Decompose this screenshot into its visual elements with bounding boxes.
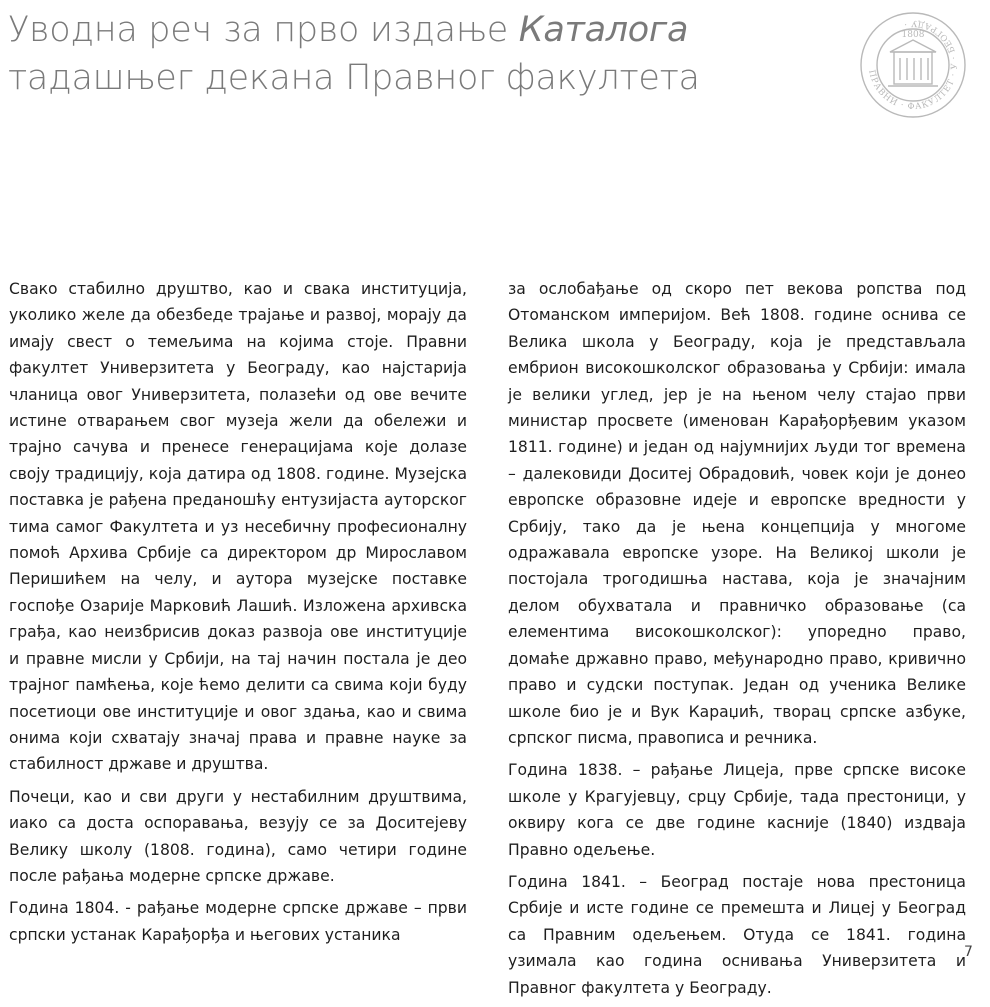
seal-ring-text: ПРАВНИ · ФАКУЛТЕТ · У · БЕОГРАДУ · (866, 17, 961, 113)
title-line-2: тадашњег декана Правног факултета (8, 58, 700, 98)
page-number: 7 (964, 944, 973, 960)
title-line-1 (8, 10, 688, 50)
paragraph: за ослобађање од скоро пет векова ропства под Отоманском империјом. Већ 1808. године оснива се Велика школа у Београду, која је представљала ембрион високошколског образовања у Србији: имала је велики углед, јер је на њеном челу стајао први министар просвете (именован Карађорђевим указом 1811. године) и један од најумнијих људи тог времена – далековиди Доситеј Обрадовић, човек који је донео европске образовне идеје и европске вредности у Србију, тако да је њена концепција у многоме одражавала европске узоре. На Великој школи је постојала трогодишња настава, која је значајним делом обухватала и правничко образовање (са елементима високошколског): упоредно право, домаће државно право, међународно право, кривично право и судски поступак. Један од ученика Велике школе био је и Вук Караџић, творац српске азбуке, српског писма, правописа и речника. (508, 280, 966, 747)
title-text-1: Уводна реч за прво издање (8, 10, 519, 50)
title-italic-word: Каталога (518, 10, 689, 50)
paragraph: Година 1838. – рађање Лицеја, прве српске високе школе у Крагујевцу, срцу Србије, тада престоници, у оквиру кога се две године касније (1840) издваја Правно одељење. (508, 761, 966, 859)
right-column (508, 276, 966, 1007)
page-title (8, 6, 828, 102)
seal-year: 1808 (901, 30, 925, 40)
faculty-seal-icon (858, 10, 968, 120)
paragraph: Година 1841. – Београд постаје нова престоница Србије и исте године се премешта и Лицеј у Београд са Правним одељењем. Отуда се 1841. година узимала као година оснивања Универзитета и Правног факултета у Београду. (508, 872, 966, 997)
paragraph: Свако стабилно друштво, као и свака институција, уколико желе да обезбеде трајање и развој, морају да имају свест о темељима на којима стоје. Правни факултет Универзитета у Београду, као најстарија чланица овог Универзитета, полазећи од ове вечите истине отварањем свог музеја жели да обележи и трајно сачува и пренесе генерацијама које долазе своју традицију, која датира од 1808. године. Музејска поставка је рађена преданошћу ентузијаста ауторског тима самог Факултета и уз несебичну професионалну помоћ Архива Србије са директором др Мирославом Перишићем на челу, и аутора музејске поставке госпође Озарије Марковић Лашић. Изложена архивска грађа, као неизбрисив доказ развоја ове институције и правне мисли у Србији, на тај начин постала је део трајног памћења, које ћемо делити са свима који буду посетиоци ове институције и овог здања, као и свима онима који схватају значај права и правне науке за стабилност државе и друштва. (9, 280, 467, 774)
left-column (9, 276, 467, 954)
paragraph: Година 1804. - рађање модерне српске државе – први српски устанак Карађорђа и његових устаника (9, 899, 467, 944)
paragraph: Почеци, као и сви други у нестабилним друштвима, иако са доста оспоравања, везују се за Доситејеву Велику школу (1808. година), само четири године после рађања модерне српске државе. (9, 787, 467, 885)
